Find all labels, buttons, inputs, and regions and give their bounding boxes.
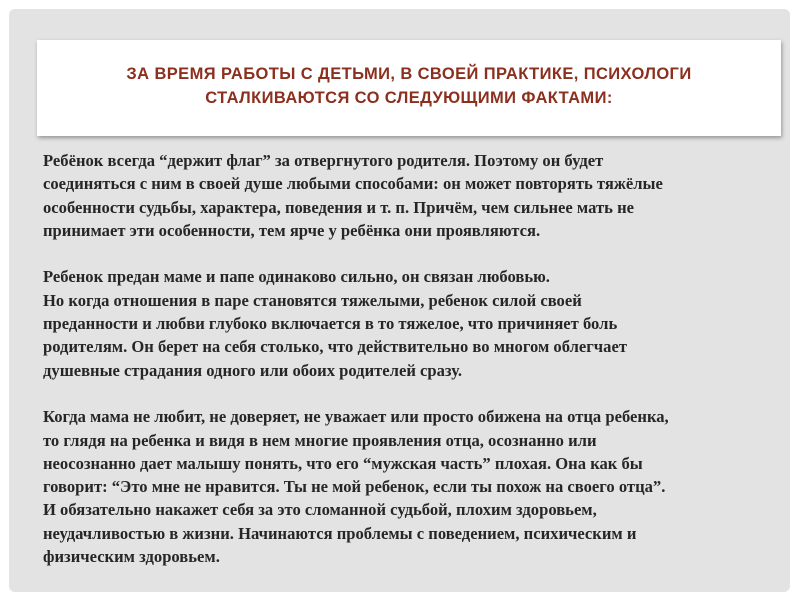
paragraph-line: преданности и любви глубоко включается в то тяжелое, что причиняет боль xyxy=(43,314,618,334)
paragraph-3 xyxy=(43,405,778,568)
paragraph-line: Но когда отношения в паре становятся тяжелыми, ребенок силой своей xyxy=(43,290,582,310)
paragraph-line: физическим здоровьем. xyxy=(43,547,220,567)
paragraph-line: Ребенок предан маме и папе одинаково сильно, он связан любовью. xyxy=(43,267,550,287)
paragraph-line: говорит: “Это мне не нравится. Ты не мой ребенок, если ты похож на своего отца”. xyxy=(43,477,666,497)
paragraph-line: Ребёнок всегда “держит флаг” за отвергнутого родителя. Поэтому он будет xyxy=(43,151,604,170)
slide-title xyxy=(37,62,781,110)
paragraph-line: неудачливостью в жизни. Начинаются проблемы с поведением, психическим и xyxy=(43,523,637,543)
paragraph-line: душевные страдания одного или обоих родителей сразу. xyxy=(43,360,463,380)
paragraph-2 xyxy=(43,265,778,381)
slide-title-line-1: ЗА ВРЕМЯ РАБОТЫ С ДЕТЬМИ, В СВОЕЙ ПРАКТИКЕ, ПСИХОЛОГИ xyxy=(126,65,692,83)
slide xyxy=(9,9,790,592)
slide-title-line-2: СТАЛКИВАЮТСЯ СО СЛЕДУЮЩИМИ ФАКТАМИ: xyxy=(205,89,613,107)
paragraph-line: Когда мама не любит, не доверяет, не уважает или просто обижена на отца ребенка, xyxy=(43,407,669,427)
paragraph-line: неосознанно дает малышу понять, что его “мужская часть” плохая. Она как бы xyxy=(43,453,643,473)
paragraph-line: особенности судьбы, характера, поведения и т. п. Причём, чем сильнее мать не xyxy=(43,197,634,217)
paragraph-line: родителям. Он берет на себя столько, что действительно во многом облегчает xyxy=(43,337,627,357)
slide-body xyxy=(43,149,778,592)
paragraph-line: соединяться с ним в своей душе любыми способами: он может повторять тяжёлые xyxy=(43,174,663,194)
paragraph-line: принимает эти особенности, тем ярче у ребёнка они проявляются. xyxy=(43,220,541,240)
title-box xyxy=(37,40,781,136)
paragraph-1 xyxy=(43,149,778,242)
paragraph-line: то глядя на ребенка и видя в нем многие проявления отца, осознанно или xyxy=(43,430,597,450)
paragraph-line: И обязательно накажет себя за это сломанной судьбой, плохим здоровьем, xyxy=(43,500,597,520)
